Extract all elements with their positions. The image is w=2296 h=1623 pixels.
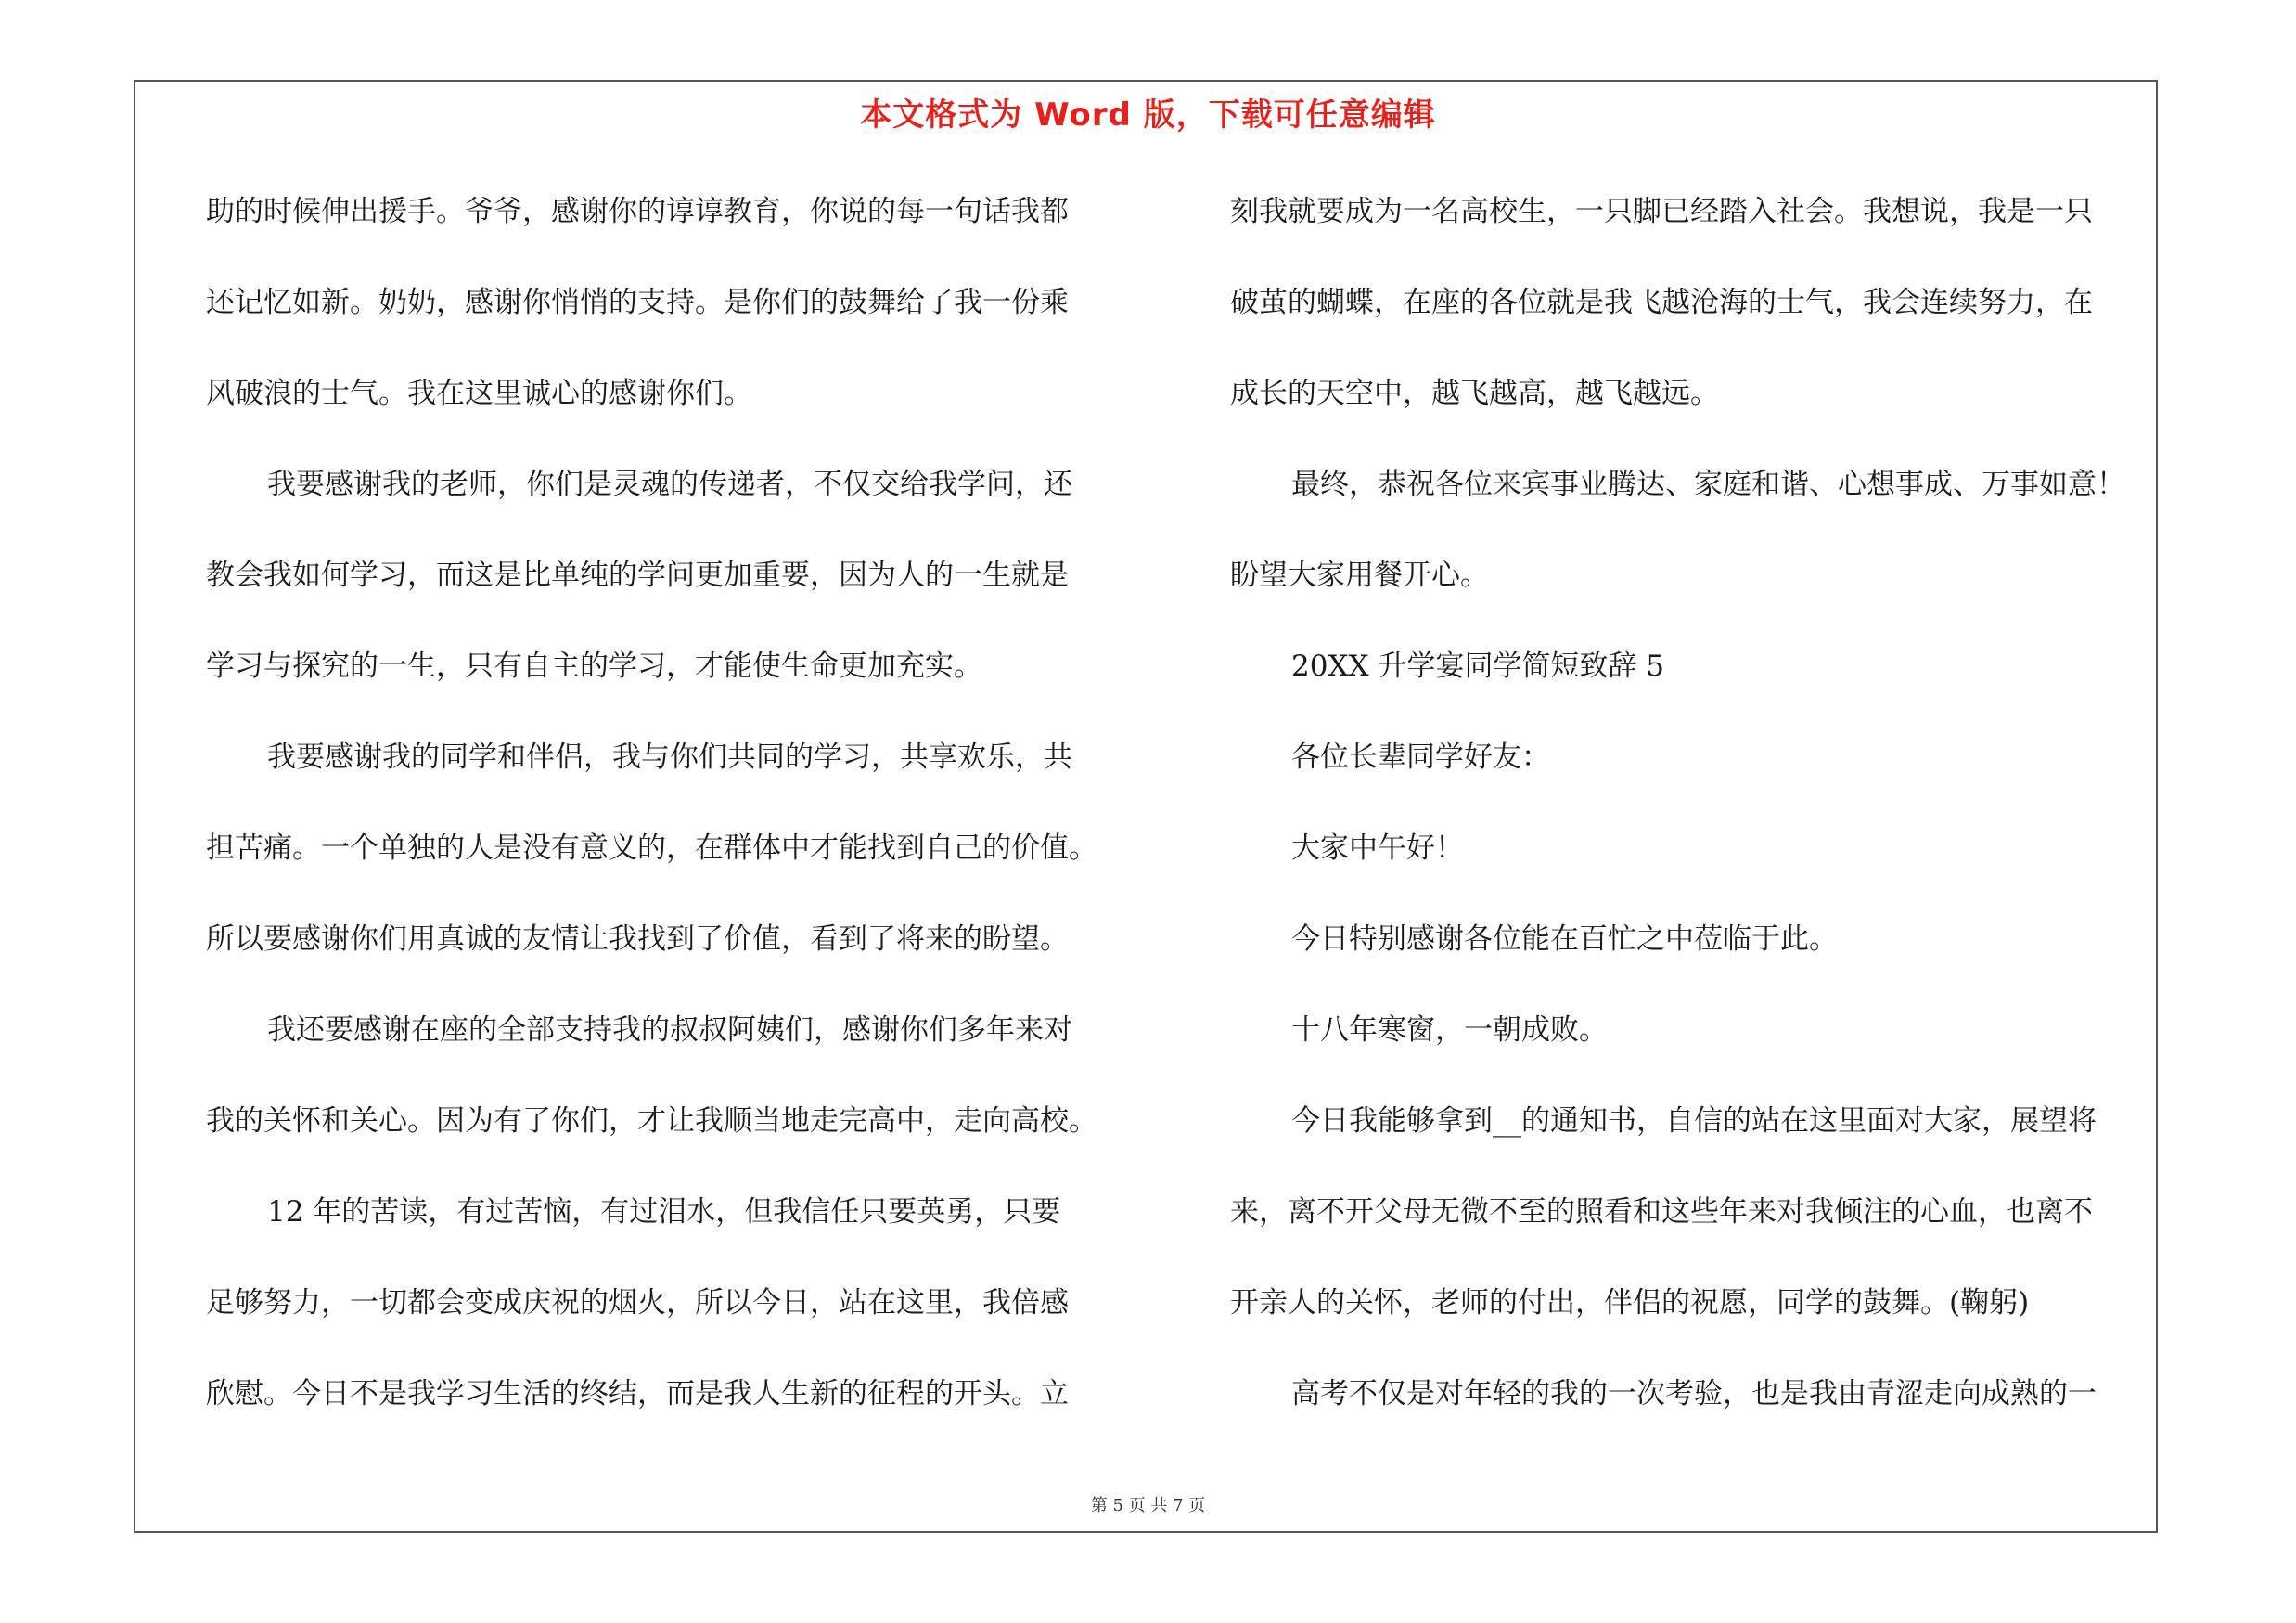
text-line: 成长的天空中，越飞越高，越飞越远。 xyxy=(1230,377,1719,410)
text-line: 还记忆如新。奶奶，感谢你悄悄的支持。是你们的鼓舞给了我一份乘 xyxy=(206,286,1069,319)
text-line: 我还要感谢在座的全部支持我的叔叔阿姨们，感谢你们多年来对 xyxy=(267,1013,1072,1047)
text-line: 开亲人的关怀，老师的付出，伴侣的祝愿，同学的鼓舞。(鞠躬) xyxy=(1230,1286,2030,1320)
text-line: 足够努力，一切都会变成庆祝的烟火，所以今日，站在这里，我倍感 xyxy=(206,1286,1069,1320)
text-line: 担苦痛。一个单独的人是没有意义的，在群体中才能找到自己的价值。 xyxy=(206,831,1097,865)
text-line: 学习与探究的一生，只有自主的学习，才能使生命更加充实。 xyxy=(206,650,982,683)
text-line: 高考不仅是对年轻的我的一次考验，也是我由青涩走向成熟的一 xyxy=(1291,1377,2097,1410)
text-line: 我要感谢我的同学和伴侣，我与你们共同的学习，共享欢乐，共 xyxy=(267,741,1072,774)
text-line: 各位长辈同学好友： xyxy=(1291,741,1550,774)
text-line: 来，离不开父母无微不至的照看和这些年来对我倾注的心血，也离不 xyxy=(1230,1195,2093,1229)
text-line: 最终，恭祝各位来宾事业腾达、家庭和谐、心想事成、万事如意！ xyxy=(1291,468,2125,501)
text-line: 教会我如何学习，而这是比单纯的学问更加重要，因为人的一生就是 xyxy=(206,559,1069,592)
text-line: 破茧的蝴蝶，在座的各位就是我飞越沧海的士气，我会连续努力，在 xyxy=(1230,286,2093,319)
text-line: 所以要感谢你们用真诚的友情让我找到了价值，看到了将来的盼望。 xyxy=(206,922,1069,956)
text-line: 我要感谢我的老师，你们是灵魂的传递者，不仅交给我学问，还 xyxy=(267,468,1072,501)
text-line: 今日特别感谢各位能在百忙之中莅临于此。 xyxy=(1291,922,1838,956)
text-line: 刻我就要成为一名高校生，一只脚已经踏入社会。我想说，我是一只 xyxy=(1230,195,2093,228)
page-number: 第 5 页 共 7 页 xyxy=(1090,1496,1206,1515)
text-line: 大家中午好！ xyxy=(1291,831,1464,865)
text-line: 盼望大家用餐开心。 xyxy=(1230,559,1489,592)
document-banner: 本文格式为 Word 版，下载可任意编辑 xyxy=(860,97,1436,134)
text-line: 风破浪的士气。我在这里诚心的感谢你们。 xyxy=(206,377,752,410)
text-line: 我的关怀和关心。因为有了你们，才让我顺当地走完高中，走向高校。 xyxy=(206,1104,1097,1138)
section-heading: 20XX 升学宴同学简短致辞 5 xyxy=(1291,650,1665,683)
text-line: 欣慰。今日不是我学习生活的终结，而是我人生新的征程的开头。立 xyxy=(206,1377,1069,1410)
text-line: 12 年的苦读，有过苦恼，有过泪水，但我信任只要英勇，只要 xyxy=(267,1195,1061,1229)
text-line: 今日我能够拿到__的通知书，自信的站在这里面对大家，展望将 xyxy=(1291,1104,2097,1138)
text-line: 助的时候伸出援手。爷爷，感谢你的谆谆教育，你说的每一句话我都 xyxy=(206,195,1069,228)
text-line: 十八年寒窗，一朝成败。 xyxy=(1291,1013,1608,1047)
